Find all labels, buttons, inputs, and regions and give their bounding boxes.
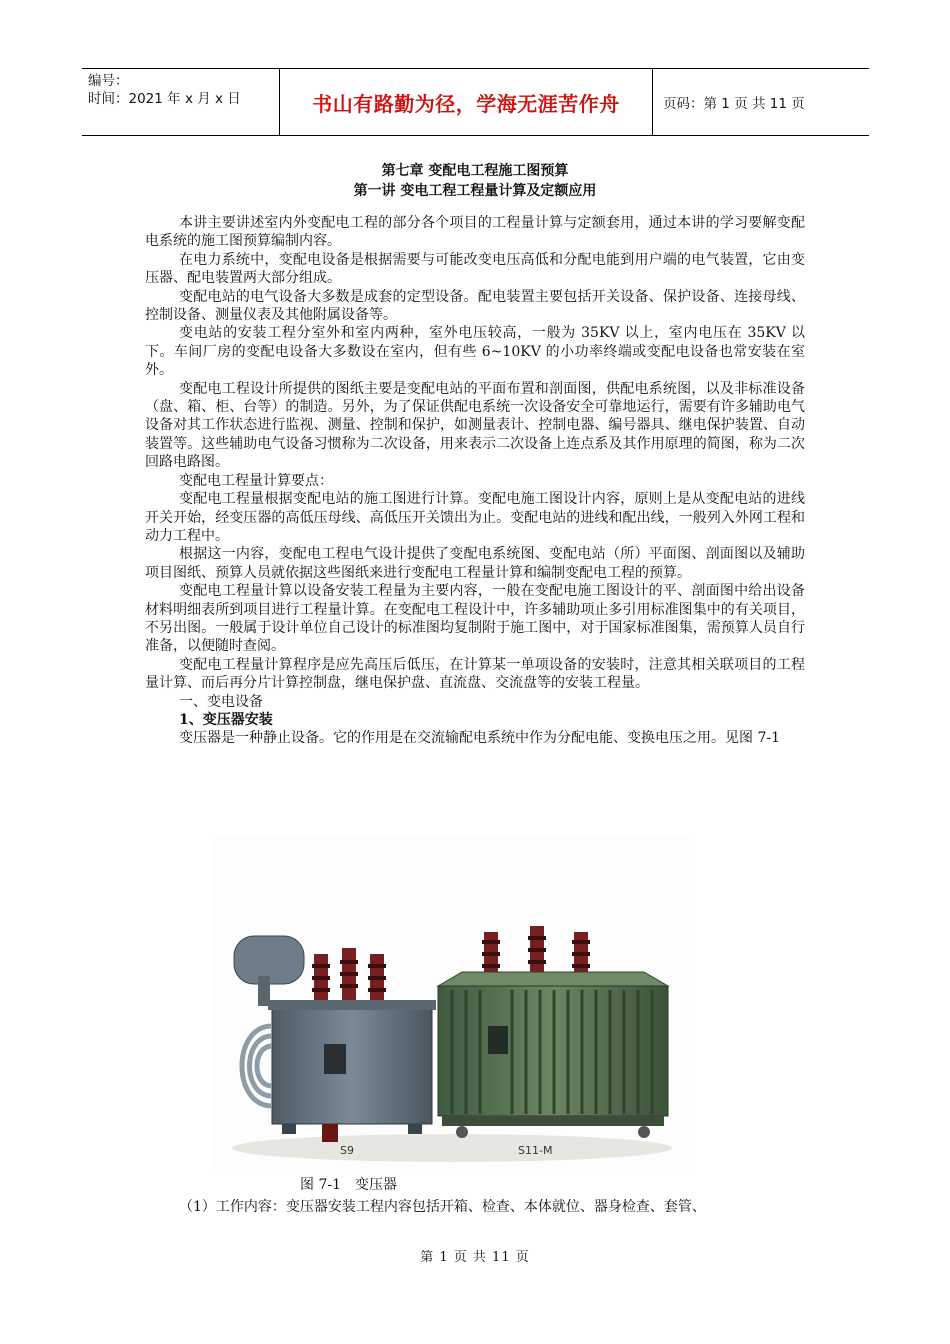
figure-label-s9: S9 xyxy=(340,1144,354,1157)
body-text xyxy=(145,214,805,748)
chapter-title: 第七章 变配电工程施工图预算 xyxy=(381,163,569,179)
work-content-line: （1）工作内容：变压器安装工程内容包括开箱、检查、本体就位、器身检查、套管、 xyxy=(179,1199,706,1215)
paragraph: 在电力系统中，变配电设备是根据需要与可能改变电压高低和分配电能到用户端的电气装置，它由变压器、配电装置两大部分组成。 xyxy=(145,251,805,287)
paragraph: 变压器是一种静止设备。它的作用是在交流输配电系统中作为分配电能、变换电压之用。见图 7-1 xyxy=(179,730,780,747)
paragraph: 变电站的安装工程分室外和室内两种，室外电压较高，一般为 35KV 以上，室内电压在 35KV 以下。车间厂房的变配电设备大多数设在室内，但有些 6~10KV 的小功率终端或变配电设备也常安装在室外。 xyxy=(145,325,805,379)
paragraph: 变配电工程量计算要点： xyxy=(179,472,333,489)
s11m-transformer xyxy=(438,926,668,1138)
page-footer: 第 1 页 共 11 页 xyxy=(420,1250,530,1265)
transformer-illustration xyxy=(212,836,694,1170)
paragraph: 变配电站的电气设备大多数是成套的定型设备。配电装置主要包括开关设备、保护设备、连接母线、控制设备、测量仪表及其他附属设备等。 xyxy=(145,288,805,324)
s9-transformer xyxy=(234,936,436,1142)
paragraph: 变配电工程量计算以设备安装工程量为主要内容，一般在变配电施工图设计的平、剖面图中给出设备材料明细表所到项目进行工程量计算。在变配电工程设计中，许多辅助项止多引用标准图集中的有关项目，不另出图。一般属于设计单位自己设计的标准图均复制附于施工图中，对于国家标准图集，需预算人员自行准备，以便随时查阅。 xyxy=(145,583,805,655)
figure-label-s11m: S11-M xyxy=(518,1144,553,1157)
section-title: 一、变电设备 xyxy=(179,693,263,710)
header-meta xyxy=(82,69,280,135)
figure-caption xyxy=(300,1174,411,1194)
paragraph: 变配电工程设计所提供的图纸主要是变配电站的平面布置和剖面图，供配电系统图，以及非标准设备（盘、箱、柜、台等）的制造。另外，为了保证供配电系统一次设备安全可靠地运行，需要有许多辅助电气设备对其工作状态进行监视、测量、控制和保护，如测量表计、控制电器、编号器具、继电保护装置、自动装置等。这些辅助电气设备习惯称为二次设备，用来表示二次设备上连点系及其作用原理的简图，称为二次回路电路图。 xyxy=(145,380,805,471)
time-label: 时间：2021 年 x 月 x 日 xyxy=(88,91,241,107)
header-page-info: 页码：第 1 页 共 11 页 xyxy=(663,96,805,112)
paragraph: 根据这一内容，变配电工程电气设计提供了变配电系统图、变配电站（所）平面图、剖面图以及辅助项目图纸、预算人员就依据这些图纸来进行变配电工程量计算和编制变配电工程的预算。 xyxy=(145,546,805,581)
subsection-heading: 1、变压器安装 xyxy=(179,711,273,728)
transformer-figure xyxy=(212,836,694,1170)
header-motto: 书山有路勤为径，学海无涯苦作舟 xyxy=(280,69,653,135)
code-label: 编号： xyxy=(88,73,129,89)
figure-number: 图 7-1 xyxy=(300,1177,341,1193)
paragraph: 变配电工程量根据变配电站的施工图进行计算。变配电施工图设计内容，原则上是从变配电站的进线开关开始，经变压器的高低压母线、高低压开关馈出为止。变配电站的进线和配出线，一般列入外网工程和动力工程中。 xyxy=(145,491,805,544)
page-header xyxy=(82,68,869,136)
lecture-title: 第一讲 变电工程工程量计算及定额应用 xyxy=(353,183,597,199)
paragraph: 变配电工程量计算程序是应先高压后低压，在计算某一单项设备的安装时，注意其相关联项目的工程量计算、而后再分片计算控制盘，继电保护盘、直流盘、交流盘等的安装工程量。 xyxy=(145,656,805,692)
figure-title: 变压器 xyxy=(355,1177,397,1193)
paragraph: 本讲主要讲述室内外变配电工程的部分各个项目的工程量计算与定额套用，通过本讲的学习要解变配电系统的施工图预算编制内容。 xyxy=(145,215,805,250)
